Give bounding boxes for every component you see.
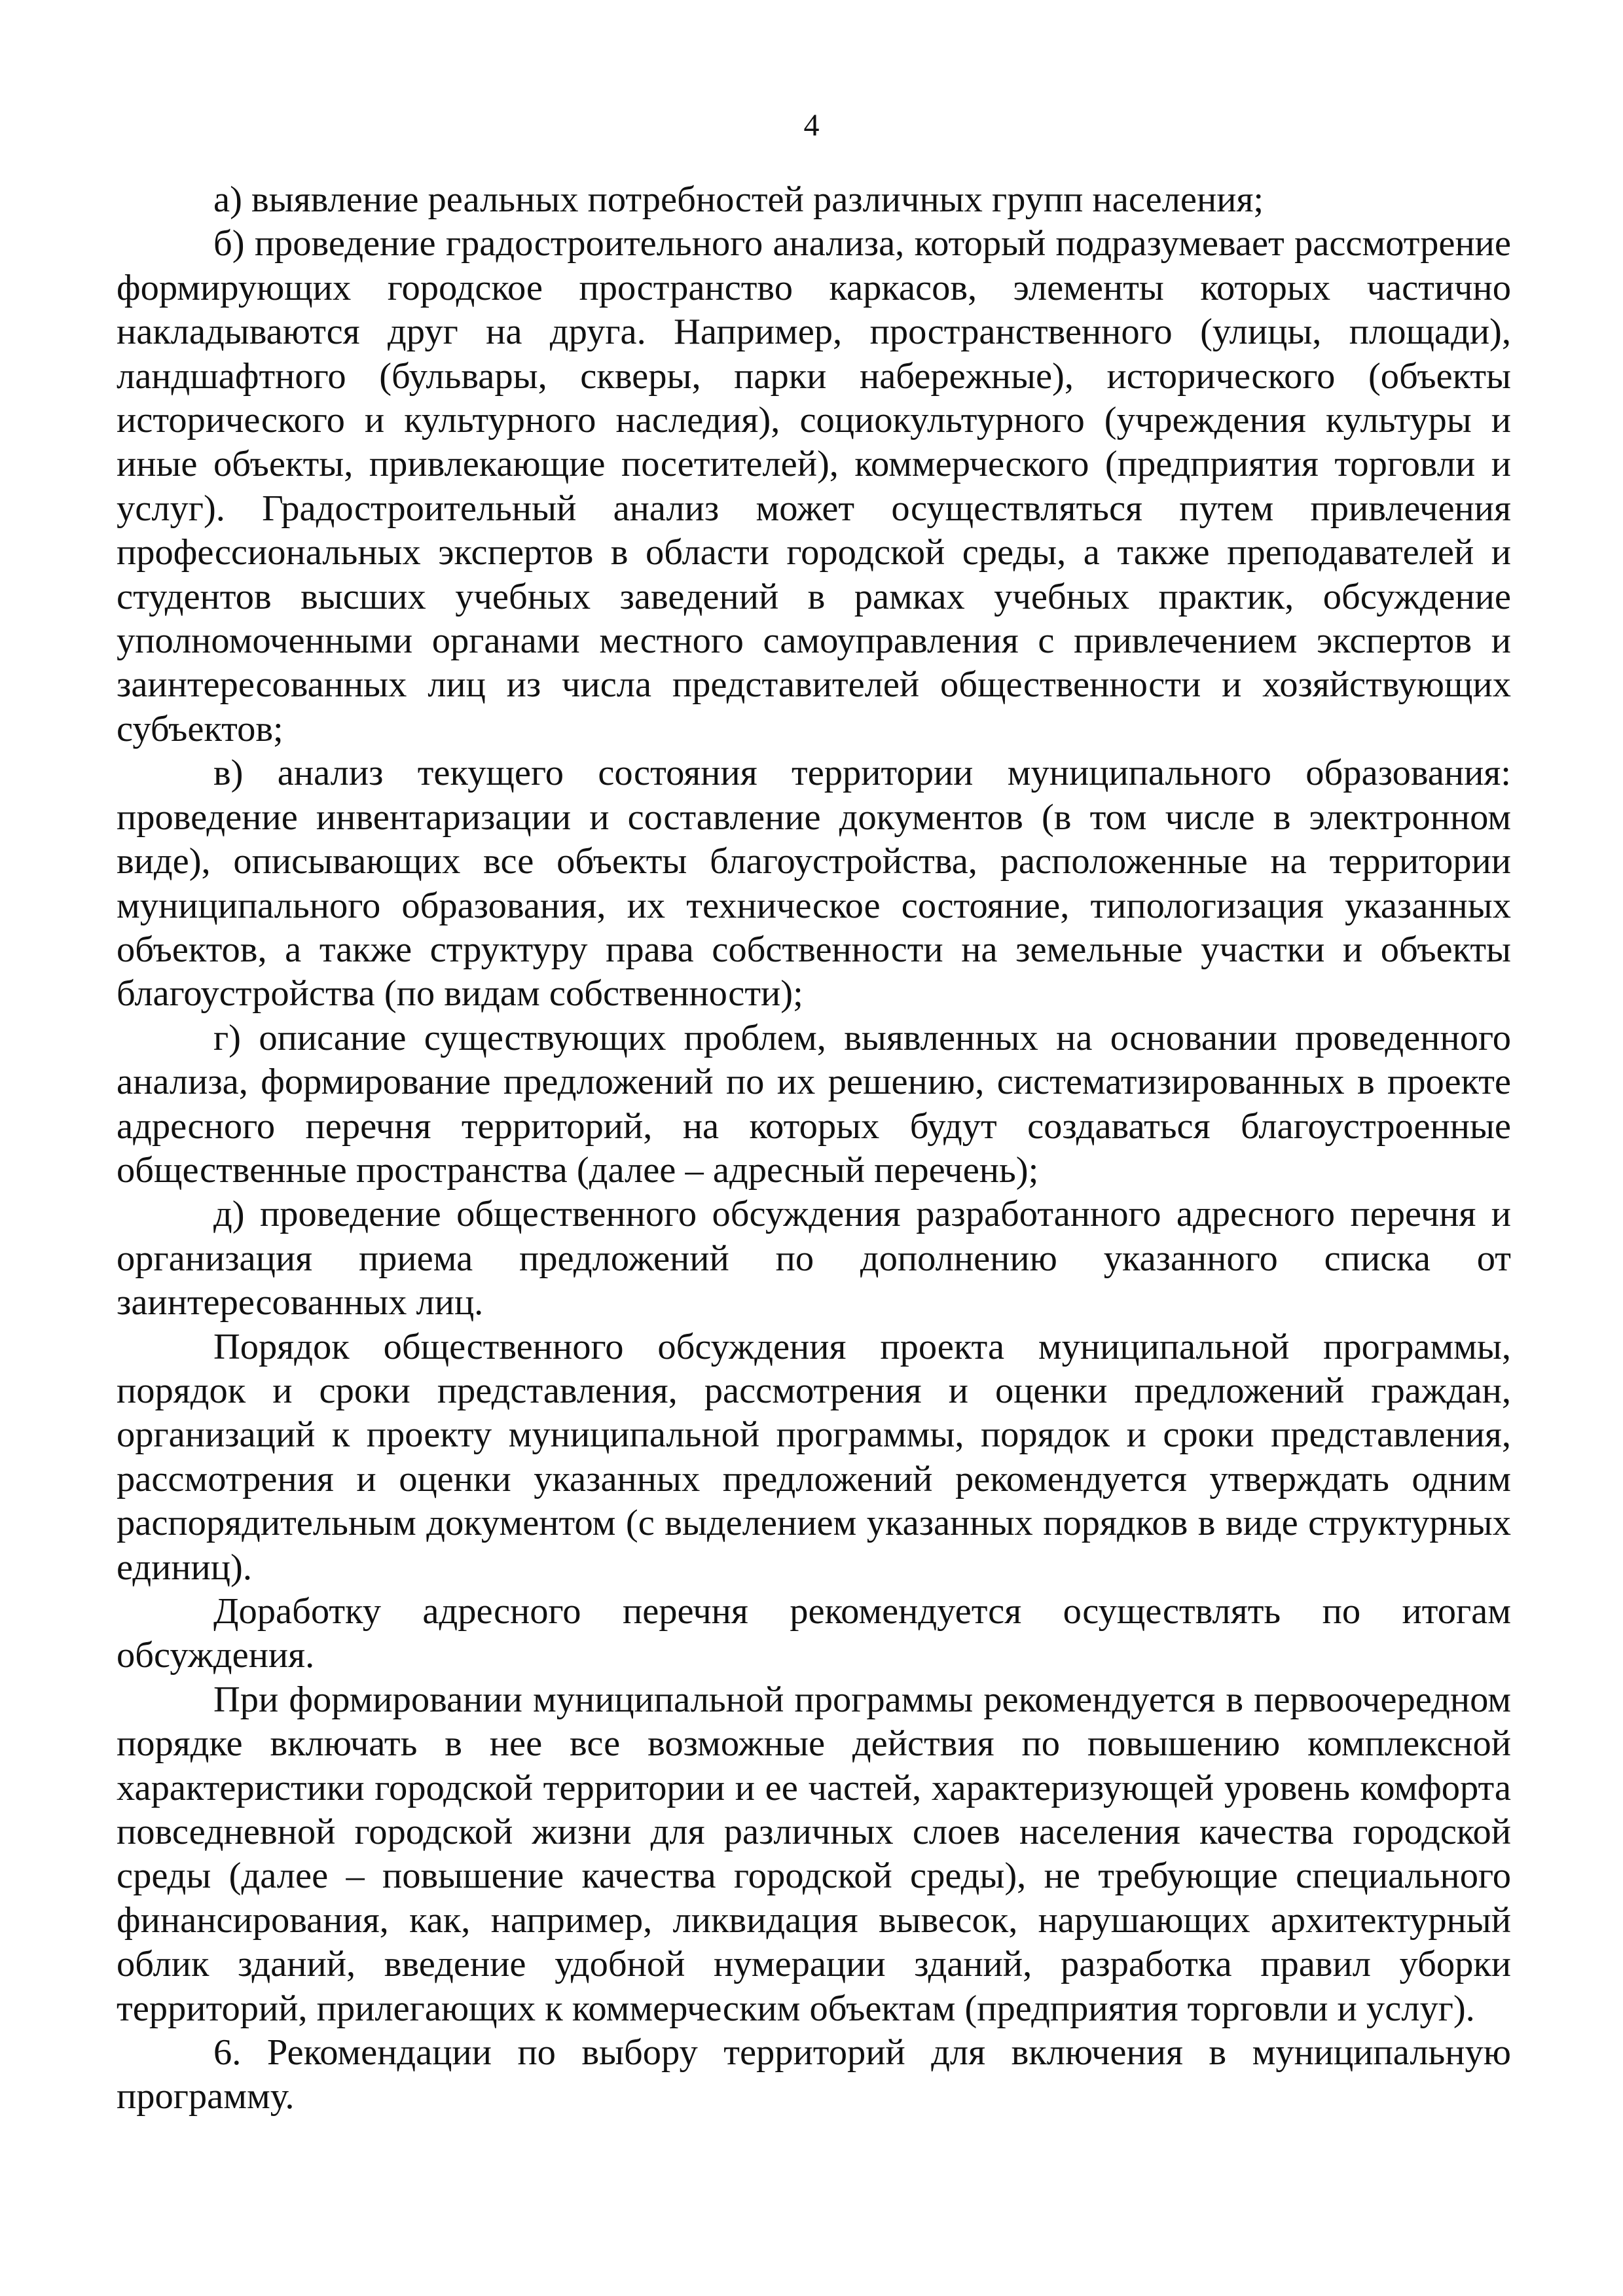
paragraph-d-public-discussion: д) проведение общественного обсуждения разработанного адресного перечня и организация приема предложений по дополнению указанного списка от заинтересованных лиц. (117, 1194, 1511, 1323)
document-body (117, 178, 1511, 2119)
paragraph-a-needs: а) выявление реальных потребностей различных групп населения; (213, 179, 1264, 220)
paragraph-section-6-heading: 6. Рекомендации по выбору территорий для включения в муниципальную программу. (117, 2032, 1511, 2117)
paragraph-list-revision: Доработку адресного перечня рекомендуется осуществлять по итогам обсуждения. (117, 1591, 1511, 1676)
paragraph-v-territory-analysis: в) анализ текущего состояния территории муниципального образования: проведение инвентаризации и составление документов (в том числе в электронном виде), описывающих все объекты благоустройства, расположенные на территории муниципального образования, их техническое состояние, типологизация указанных объектов, а также структуру права собственности на земельные участки и объекты благоустройства (по видам собственности); (117, 753, 1511, 1014)
paragraph-g-problems: г) описание существующих проблем, выявленных на основании проведенного анализа, формирование предложений по их решению, систематизированных в проекте адресного перечня территорий, на которых будут создаваться благоустроенные общественные пространства (далее – адресный перечень); (117, 1017, 1511, 1191)
paragraph-b-urban-analysis: б) проведение градостроительного анализа, который подразумевает рассмотрение формирующих городское пространство каркасов, элементы которых частично накладываются друг на друга. Например, пространственного (улицы, площади), ландшафтного (бульвары, скверы, парки набережные), исторического (объекты исторического и культурного наследия), социокультурного (учреждения культуры и иные объекты, привлекающие посетителей), коммерческого (предприятия торговли и услуг). Градостроительный анализ может осуществляться путем привлечения профессиональных экспертов в области городской среды, а также преподавателей и студентов высших учебных заведений в рамках учебных практик, обсуждение уполномоченными органами местного самоуправления с привлечением экспертов и заинтересованных лиц из числа представителей общественности и хозяйствующих субъектов; (117, 223, 1511, 749)
paragraph-program-formation: При формировании муниципальной программы рекомендуется в первоочередном порядке включать в нее все возможные действия по повышению комплексной характеристики городской территории и ее частей, характеризующей уровень комфорта повседневной городской жизни для различных слоев населения качества городской среды (далее – повышение качества городской среды), не требующие специального финансирования, как, например, ликвидация вывесок, нарушающих архитектурный облик зданий, введение удобной нумерации зданий, разработка правил уборки территорий, прилегающих к коммерческим объектам (предприятия торговли и услуг). (117, 1679, 1511, 2029)
page-number: 4 (803, 108, 820, 143)
paragraph-discussion-procedure: Порядок общественного обсуждения проекта муниципальной программы, порядок и сроки представления, рассмотрения и оценки предложений граждан, организаций к проекту муниципальной программы, порядок и сроки представления, рассмотрения и оценки указанных предложений рекомендуется утверждать одним распорядительным документом (с выделением указанных порядков в виде структурных единиц). (117, 1326, 1511, 1588)
